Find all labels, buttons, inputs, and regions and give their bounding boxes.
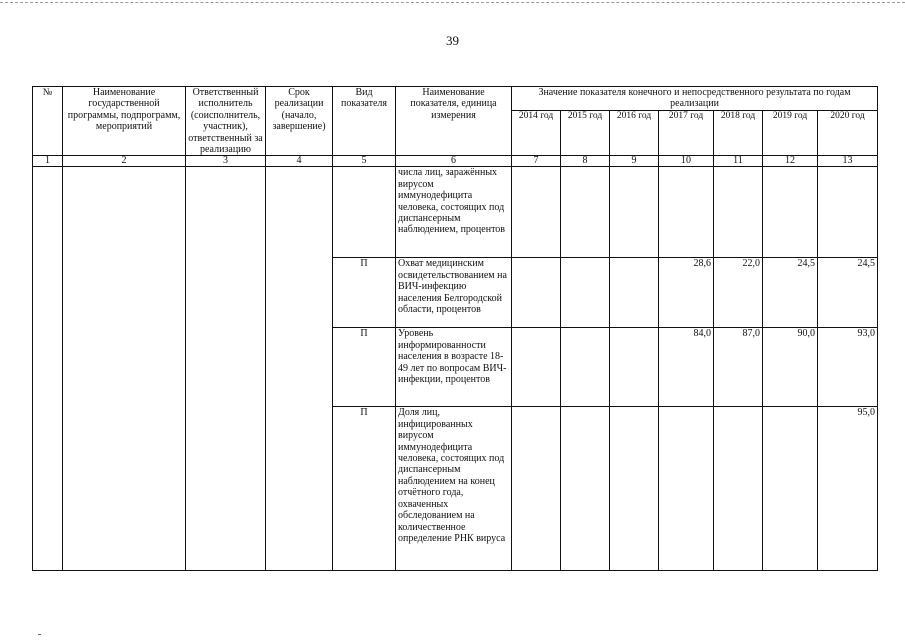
table-row [33, 167, 878, 258]
header-num: № [33, 87, 63, 156]
cell-value: 95,0 [818, 407, 878, 571]
cell-term [266, 167, 333, 571]
cell-value [659, 407, 714, 571]
cell-num [33, 167, 63, 571]
cell-indicator-type: П [333, 407, 396, 571]
cell-value [512, 167, 561, 258]
cell-value: 24,5 [818, 258, 878, 328]
header-year: 2014 год [512, 110, 561, 156]
cell-value: 87,0 [714, 328, 763, 407]
cell-value [763, 407, 818, 571]
column-number: 9 [610, 156, 659, 167]
cell-value: 93,0 [818, 328, 878, 407]
page-number: 39 [446, 33, 459, 48]
page-top-border [0, 2, 905, 3]
cell-value [610, 167, 659, 258]
cell-value [561, 258, 610, 328]
cell-indicator-name: Охват медицинским освидетельствованием на ВИЧ-инфекцию населения Белгородской области, процентов [396, 258, 512, 328]
column-number: 12 [763, 156, 818, 167]
cell-value [512, 407, 561, 571]
cell-value: 28,6 [659, 258, 714, 328]
cell-indicator-type: П [333, 258, 396, 328]
scan-mark [38, 634, 41, 635]
cell-value [561, 167, 610, 258]
cell-value: 24,5 [763, 258, 818, 328]
cell-value [512, 328, 561, 407]
column-number: 4 [266, 156, 333, 167]
cell-value [512, 258, 561, 328]
cell-value [818, 167, 878, 258]
header-responsible: Ответственный исполнитель (соисполнитель, участник), ответственный за реализацию [186, 87, 266, 156]
cell-value [610, 328, 659, 407]
cell-indicator-type [333, 167, 396, 258]
cell-value: 90,0 [763, 328, 818, 407]
indicators-table [32, 86, 878, 571]
column-number: 5 [333, 156, 396, 167]
column-number: 10 [659, 156, 714, 167]
cell-value [763, 167, 818, 258]
header-year: 2016 год [610, 110, 659, 156]
cell-value [659, 167, 714, 258]
cell-value [610, 407, 659, 571]
cell-value [714, 167, 763, 258]
cell-value [714, 407, 763, 571]
cell-indicator-name: числа лиц, заражённых вирусом иммунодефицита человека, состоящих под диспансерным наблюдением, процентов [396, 167, 512, 258]
column-number: 7 [512, 156, 561, 167]
column-number: 11 [714, 156, 763, 167]
column-number: 2 [63, 156, 186, 167]
column-number: 1 [33, 156, 63, 167]
header-indicator-name: Наименование показателя, единица измерения [396, 87, 512, 156]
cell-indicator-name: Доля лиц, инфицированных вирусом иммунодефицита человека, состоящих под диспансерным наблюдением на конец отчётного года, охваченных обследованием на количественное определение РНК вируса [396, 407, 512, 571]
column-number-row [33, 156, 878, 167]
column-number: 6 [396, 156, 512, 167]
column-number: 3 [186, 156, 266, 167]
header-year: 2020 год [818, 110, 878, 156]
cell-value [561, 407, 610, 571]
cell-value: 22,0 [714, 258, 763, 328]
header-term: Срок реализации (начало, завершение) [266, 87, 333, 156]
header-program-name: Наименование государственной программы, подпрограмм, мероприятий [63, 87, 186, 156]
cell-responsible [186, 167, 266, 571]
column-number: 8 [561, 156, 610, 167]
cell-value: 84,0 [659, 328, 714, 407]
cell-value [561, 328, 610, 407]
header-row-1 [33, 87, 878, 111]
header-indicator-type: Вид показателя [333, 87, 396, 156]
cell-indicator-name: Уровень информированности населения в возрасте 18-49 лет по вопросам ВИЧ-инфекции, процентов [396, 328, 512, 407]
header-year: 2015 год [561, 110, 610, 156]
header-year: 2018 год [714, 110, 763, 156]
header-year: 2019 год [763, 110, 818, 156]
cell-value [610, 258, 659, 328]
header-year: 2017 год [659, 110, 714, 156]
header-values-group: Значение показателя конечного и непосредственного результата по годам реализации [512, 87, 878, 111]
column-number: 13 [818, 156, 878, 167]
cell-program-name [63, 167, 186, 571]
cell-indicator-type: П [333, 328, 396, 407]
